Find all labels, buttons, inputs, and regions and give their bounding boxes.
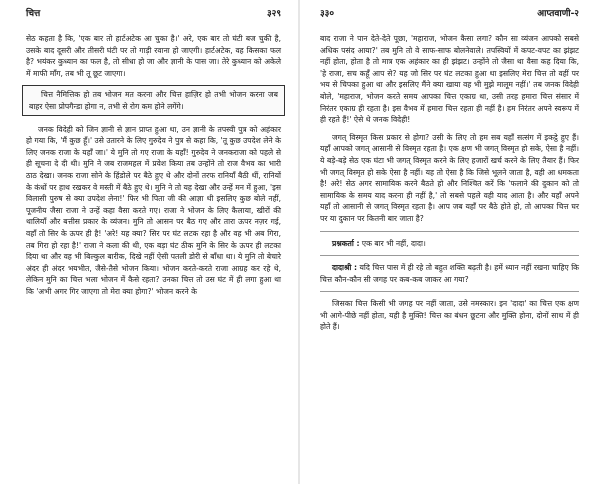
answer-text: यदि चित्त पास में ही रहे तो बहुत शक्ति बढ़ती है। हमें ध्यान नहीं रखना चाहिए कि चित्त कौन-कौन सी जगह पर कब-कब जाकर आ गया?	[320, 263, 580, 284]
right-page-header	[320, 0, 579, 22]
questioner-label: प्रश्नकर्ता :	[332, 238, 360, 248]
divider	[320, 231, 579, 232]
left-page	[0, 0, 299, 484]
divider	[320, 291, 579, 292]
right-header-title: आप्तवाणी-२	[537, 9, 579, 19]
left-page-number: ३२९	[266, 9, 281, 19]
left-page-body	[26, 33, 281, 297]
right-page-number: ३३०	[320, 9, 335, 19]
paragraph-world-forgotten: जगत् विस्मृत किस प्रकार से होगा? उसी के लिए तो हम सब यहाँ सत्संग में इकट्ठे हुए हैं। यहाँ आपको जगत् आसानी से विस्मृत रहता है। एक क्षण भी जगत् विस्मृत हो सके, ऐसा है नहीं। ये बड़े-बड़े सेठ एक घंटा भी जगत् विस्मृत करने के लिए हजारों खर्च करने के लिए तैयार हैं। फिर भी जगत् विस्मृत हो सके ऐसा है नहीं। यह तो ऐसा है कि जिसे भूलने जाता है, वही आ धमकता है! अरे! सेठ अगर सामायिक करने बैठते हो और निश्चित करें कि 'फलाने की दुकान को तो सामायिक के समय याद करना ही नहीं है,' तो सबसे पहले वही याद आता है। और यहाँ अपने यहाँ तो आसानी से जगत् विस्मृत रहता है। आप जब यहाँ पर बैठे होते हो, तो आपका चित्त घर पर या दुकान पर कितनी बार जाता है?	[320, 132, 579, 223]
left-page-header	[26, 0, 281, 22]
question-block	[320, 238, 579, 250]
right-page	[300, 0, 599, 484]
left-header-title: चित्त	[26, 9, 41, 19]
paragraph-heart-attack: सेठ कहता है कि, 'एक बार तो हार्टअटेक आ चुका है।' अरे, एक बार तो घंटी बज चुकी है, उसके बाद दूसरी और तीसरी घंटी पर तो गाड़ी रवाना हो जाएगी। हार्टअटेक, वह किसका फल है? भयंकर कुध्यान का फल है, तो सीधा हो जा और ज्ञानी के पास जा। तेरे कुध्यान को अकेले में माफी माँग, तब भी तू छूट जाएगा।	[26, 34, 281, 78]
paragraph-janak-videhi: जनक विदेही को जिन ज्ञानी से ज्ञान प्राप्त हुआ था, उन ज्ञानी के तपस्वी पुत्र को अहंकार हो गया कि, 'मैं कुछ हूँ।' उसे उतारने के लिए गुरुदेव ने पुत्र से कहा कि, 'तू कुछ उपदेश लेने के लिए जनक राजा के यहाँ जा।' ये मुनि तो गए राजा के यहाँ! गुरुदेव ने जनकराजा को पहले से ही सूचना दे दी थी। मुनि ने जब राजमहल में प्रवेश किया तब उन्होंने तो राज वैभव का भारी ठाठ देखा। जनक राजा सोने के हिंडोले पर बैठे हुए थे और दोनों तरफ रानियाँ बैठी थीं, रानियों के कंधों पर हाथ रखकर वे मस्ती में बैठे हुए थे। मुनि ने तो यह देखा और उन्हें मन में हुआ, 'इस विलासी पुरुष से क्या उपदेश लेना!' फिर भी पिता जी की आज्ञा थी इसलिए कुछ बोले नहीं, पूजनीय जैसा राजा ने उन्हें कहा वैसा करते गए। राजा ने भोजन के लिए कैलाया, खीरों की थालियाँ और बत्तीस प्रकार के व्यंजन। मुनि तो आसन पर बैठ गए और तारा ऊपर नज़र गई, वहाँ तो सिर के ऊपर ही है! 'अरे! यह क्या? सिर पर घंट लटक रहा है और वह भी अब गिरा, तब गिरा हो रहा है!' राजा ने कला की थी, एक बड़ा घंट ठीक मुनि के सिर के ऊपर ही लटका दिया था और वह भी बिल्कुल बारीक, दिखे नहीं ऐसी पतली डोरी से बाँधा था। ये मुनि तो बेचारे अंदर ही अंदर भयभीत, जैसे-तैसे भोजन किया। भोजन करते-करते राजा आग्रह कर रहे थे, लेकिन मुनि का चित्त भला भोजन में कैसे रहता? उनका चित्त तो उस घंट में ही लगा हुआ था कि 'अभी अगर गिर जाएगा तो मेरा क्या होगा?' भोजन करने के	[26, 124, 281, 296]
highlight-box-text: चित्त नैमित्तिक हो तब भोजन मत करना और चित्त हाज़िर हो तभी भोजन करना जब बाहर ऐसा प्रोपगैन्डा होगा न, तभी से रोग कम होने लगेंगे।	[29, 90, 278, 111]
paragraph-dada-chitta: जिसका चित्त किसी भी जगह पर नहीं जाता, उसे नमस्कार। इन 'दादा' का चित्त एक क्षण भी आगे-पीछे नहीं होता, यही है मुक्ति! चित्त का बंधन छूटना और मुक्ति होना, दोनों साथ में ही होते हैं।	[320, 299, 579, 332]
divider	[320, 255, 579, 256]
question-text: एक बार भी नहीं, दादा।	[361, 238, 426, 248]
answer-block	[320, 262, 579, 285]
highlight-box	[22, 85, 285, 115]
dadashri-label: दादाश्री :	[332, 263, 358, 273]
right-page-body	[320, 33, 579, 333]
paragraph-king-question: बाद राजा ने पान देते-देते पूछा, 'महाराज, भोजन कैसा लगा? कौन सा व्यंजन आपको सबसे अधिक पसंद आया?' तब मुनि तो वे साफ-साफ बोलनेवाले। तपस्वियों में कपट-वपट का झंझट नहीं होता, होता है तो मात्र एक अहंकार का ही झंझट। उन्होंने तो जैसा था वैसा कह दिया कि, 'हे राजा, सच कहूँ आप से? यह जो सिर पर घंट लटका हुआ था इसलिए मेरा चित्त तो वहीं पर भय से चिपका हुआ था और इसलिए मैंने क्या खाया वह भी मुझे मालूम नहीं।' तब जनक विदेही बोले, 'महाराज, भोजन करते समय आपका चित्त एकाग्र था, उसी तरह हमारा चित्त संसार में निरंतर एकाग्र ही रहता है। इस वैभव में हमारा चित्त रहता ही नहीं है। हम निरंतर अपने स्वरूप में ही रहते हैं!' ऐसे थे जनक विदेही!	[320, 34, 579, 125]
